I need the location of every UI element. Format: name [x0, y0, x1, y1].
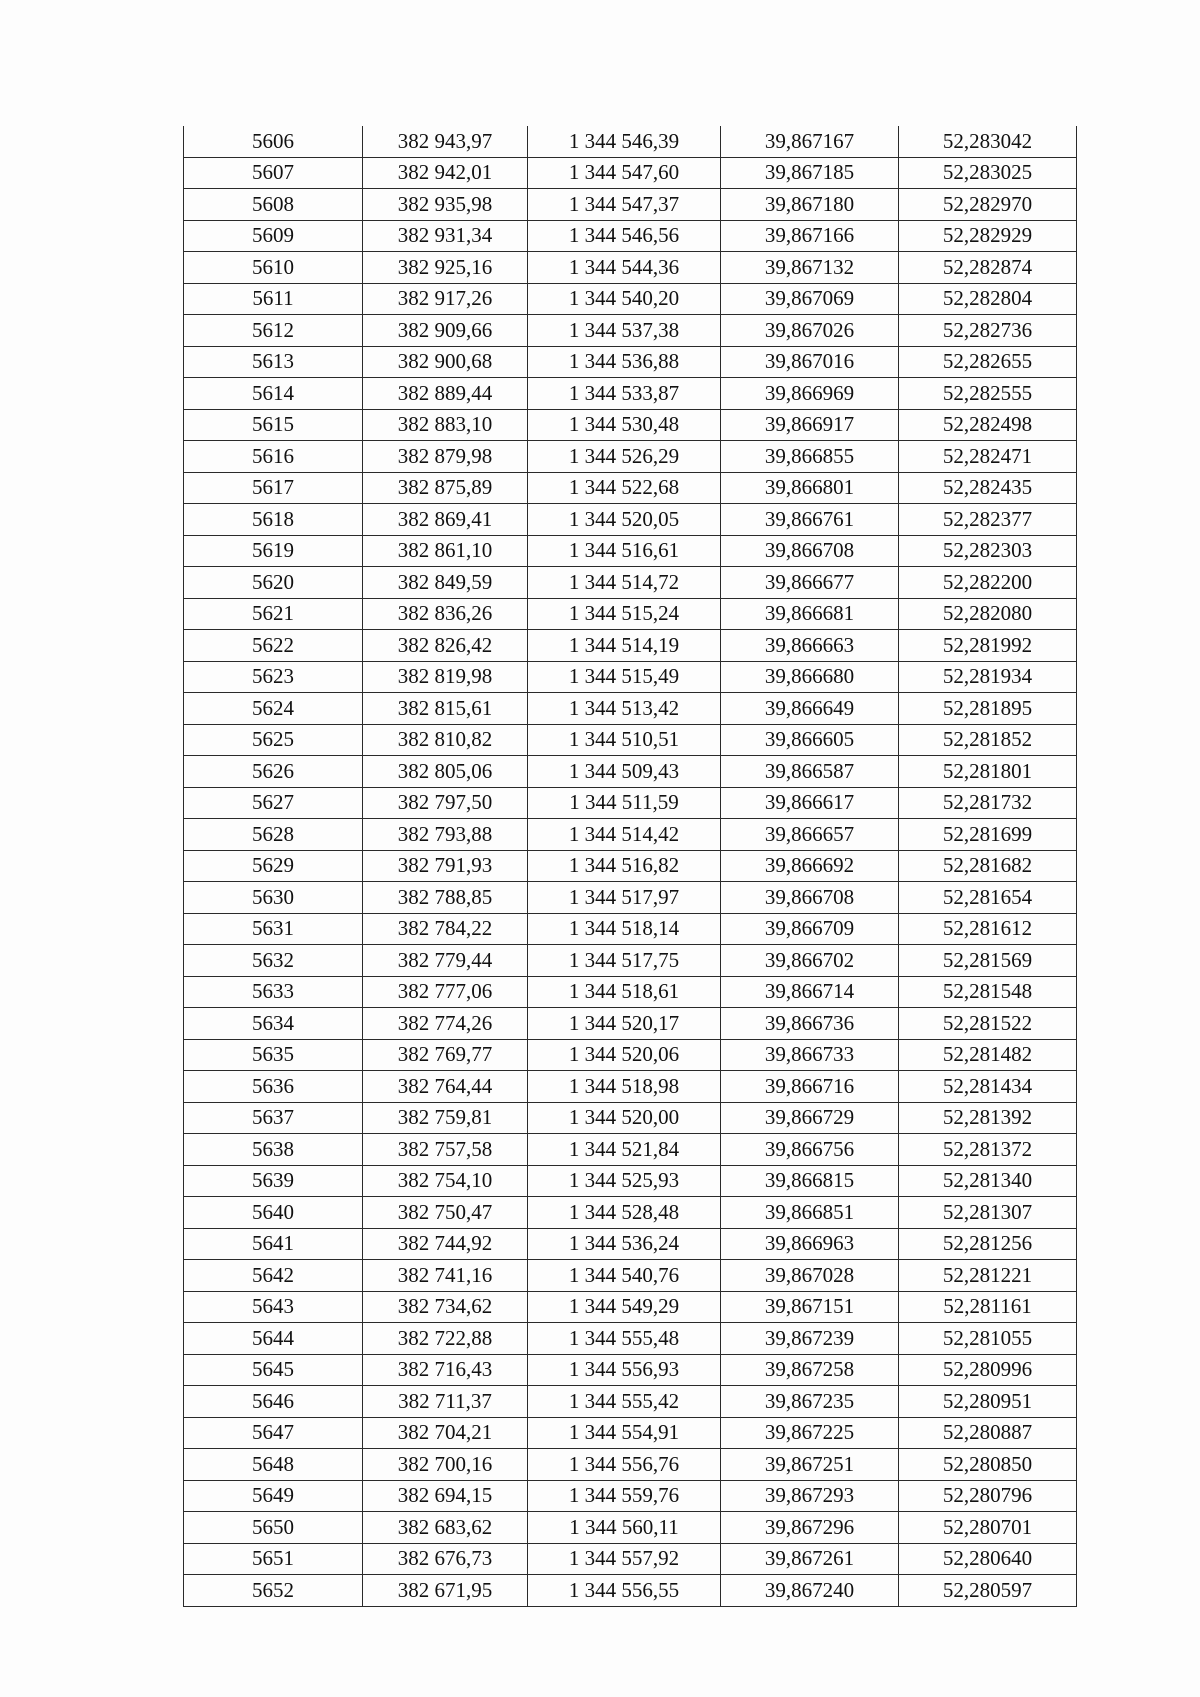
y-coordinate-cell: 1 344 555,42: [528, 1386, 721, 1418]
table-row: [184, 220, 1077, 252]
x-coordinate-cell: 382 861,10: [363, 535, 528, 567]
y-coordinate-cell: 1 344 549,29: [528, 1291, 721, 1323]
y-coordinate-cell: 1 344 515,24: [528, 598, 721, 630]
x-coordinate-cell: 382 711,37: [363, 1386, 528, 1418]
longitude-cell: 39,867016: [721, 346, 899, 378]
x-coordinate-cell: 382 836,26: [363, 598, 528, 630]
point-number-cell: 5610: [184, 252, 363, 284]
y-coordinate-cell: 1 344 556,55: [528, 1575, 721, 1607]
longitude-cell: 39,867026: [721, 315, 899, 347]
table-row: [184, 441, 1077, 473]
point-number-cell: 5638: [184, 1134, 363, 1166]
x-coordinate-cell: 382 671,95: [363, 1575, 528, 1607]
point-number-cell: 5647: [184, 1417, 363, 1449]
table-row: [184, 472, 1077, 504]
longitude-cell: 39,867239: [721, 1323, 899, 1355]
y-coordinate-cell: 1 344 530,48: [528, 409, 721, 441]
longitude-cell: 39,867069: [721, 283, 899, 315]
table-row: [184, 913, 1077, 945]
point-number-cell: 5626: [184, 756, 363, 788]
x-coordinate-cell: 382 694,15: [363, 1480, 528, 1512]
y-coordinate-cell: 1 344 521,84: [528, 1134, 721, 1166]
latitude-cell: 52,281992: [899, 630, 1077, 662]
point-number-cell: 5609: [184, 220, 363, 252]
table-row: [184, 819, 1077, 851]
y-coordinate-cell: 1 344 547,60: [528, 157, 721, 189]
x-coordinate-cell: 382 683,62: [363, 1512, 528, 1544]
x-coordinate-cell: 382 774,26: [363, 1008, 528, 1040]
y-coordinate-cell: 1 344 514,42: [528, 819, 721, 851]
y-coordinate-cell: 1 344 546,56: [528, 220, 721, 252]
point-number-cell: 5641: [184, 1228, 363, 1260]
x-coordinate-cell: 382 889,44: [363, 378, 528, 410]
longitude-cell: 39,866756: [721, 1134, 899, 1166]
x-coordinate-cell: 382 900,68: [363, 346, 528, 378]
y-coordinate-cell: 1 344 547,37: [528, 189, 721, 221]
table-row: [184, 1008, 1077, 1040]
latitude-cell: 52,282200: [899, 567, 1077, 599]
y-coordinate-cell: 1 344 514,72: [528, 567, 721, 599]
x-coordinate-cell: 382 754,10: [363, 1165, 528, 1197]
table-row: [184, 535, 1077, 567]
latitude-cell: 52,282435: [899, 472, 1077, 504]
latitude-cell: 52,281699: [899, 819, 1077, 851]
longitude-cell: 39,866729: [721, 1102, 899, 1134]
latitude-cell: 52,281852: [899, 724, 1077, 756]
latitude-cell: 52,281392: [899, 1102, 1077, 1134]
longitude-cell: 39,866716: [721, 1071, 899, 1103]
table-row: [184, 756, 1077, 788]
x-coordinate-cell: 382 826,42: [363, 630, 528, 662]
point-number-cell: 5635: [184, 1039, 363, 1071]
y-coordinate-cell: 1 344 511,59: [528, 787, 721, 819]
latitude-cell: 52,281256: [899, 1228, 1077, 1260]
table-row: [184, 1417, 1077, 1449]
table-row: [184, 945, 1077, 977]
latitude-cell: 52,282970: [899, 189, 1077, 221]
longitude-cell: 39,866657: [721, 819, 899, 851]
point-number-cell: 5618: [184, 504, 363, 536]
x-coordinate-cell: 382 788,85: [363, 882, 528, 914]
y-coordinate-cell: 1 344 554,91: [528, 1417, 721, 1449]
table-row: [184, 378, 1077, 410]
longitude-cell: 39,867028: [721, 1260, 899, 1292]
longitude-cell: 39,867180: [721, 189, 899, 221]
x-coordinate-cell: 382 734,62: [363, 1291, 528, 1323]
latitude-cell: 52,281434: [899, 1071, 1077, 1103]
y-coordinate-cell: 1 344 518,14: [528, 913, 721, 945]
latitude-cell: 52,281569: [899, 945, 1077, 977]
latitude-cell: 52,281522: [899, 1008, 1077, 1040]
x-coordinate-cell: 382 931,34: [363, 220, 528, 252]
x-coordinate-cell: 382 741,16: [363, 1260, 528, 1292]
latitude-cell: 52,282080: [899, 598, 1077, 630]
y-coordinate-cell: 1 344 510,51: [528, 724, 721, 756]
point-number-cell: 5634: [184, 1008, 363, 1040]
table-row: [184, 1165, 1077, 1197]
table-row: [184, 1543, 1077, 1575]
longitude-cell: 39,866709: [721, 913, 899, 945]
longitude-cell: 39,866801: [721, 472, 899, 504]
y-coordinate-cell: 1 344 536,88: [528, 346, 721, 378]
point-number-cell: 5648: [184, 1449, 363, 1481]
point-number-cell: 5623: [184, 661, 363, 693]
table-row: [184, 1323, 1077, 1355]
point-number-cell: 5629: [184, 850, 363, 882]
longitude-cell: 39,867251: [721, 1449, 899, 1481]
point-number-cell: 5637: [184, 1102, 363, 1134]
table-row: [184, 1039, 1077, 1071]
x-coordinate-cell: 382 815,61: [363, 693, 528, 725]
x-coordinate-cell: 382 925,16: [363, 252, 528, 284]
latitude-cell: 52,282377: [899, 504, 1077, 536]
longitude-cell: 39,866587: [721, 756, 899, 788]
x-coordinate-cell: 382 909,66: [363, 315, 528, 347]
point-number-cell: 5644: [184, 1323, 363, 1355]
longitude-cell: 39,866663: [721, 630, 899, 662]
latitude-cell: 52,282929: [899, 220, 1077, 252]
point-number-cell: 5612: [184, 315, 363, 347]
longitude-cell: 39,867240: [721, 1575, 899, 1607]
point-number-cell: 5646: [184, 1386, 363, 1418]
x-coordinate-cell: 382 935,98: [363, 189, 528, 221]
table-row: [184, 661, 1077, 693]
y-coordinate-cell: 1 344 557,92: [528, 1543, 721, 1575]
x-coordinate-cell: 382 779,44: [363, 945, 528, 977]
table-row: [184, 1134, 1077, 1166]
x-coordinate-cell: 382 764,44: [363, 1071, 528, 1103]
longitude-cell: 39,866855: [721, 441, 899, 473]
latitude-cell: 52,281340: [899, 1165, 1077, 1197]
longitude-cell: 39,866605: [721, 724, 899, 756]
x-coordinate-cell: 382 791,93: [363, 850, 528, 882]
y-coordinate-cell: 1 344 520,00: [528, 1102, 721, 1134]
y-coordinate-cell: 1 344 517,97: [528, 882, 721, 914]
table-row: [184, 1197, 1077, 1229]
latitude-cell: 52,281682: [899, 850, 1077, 882]
y-coordinate-cell: 1 344 518,61: [528, 976, 721, 1008]
latitude-cell: 52,281732: [899, 787, 1077, 819]
latitude-cell: 52,281895: [899, 693, 1077, 725]
point-number-cell: 5628: [184, 819, 363, 851]
x-coordinate-cell: 382 805,06: [363, 756, 528, 788]
latitude-cell: 52,280996: [899, 1354, 1077, 1386]
table-row: [184, 252, 1077, 284]
latitude-cell: 52,281372: [899, 1134, 1077, 1166]
longitude-cell: 39,866761: [721, 504, 899, 536]
x-coordinate-cell: 382 879,98: [363, 441, 528, 473]
table-row: [184, 126, 1077, 157]
table-row: [184, 1480, 1077, 1512]
x-coordinate-cell: 382 942,01: [363, 157, 528, 189]
table-row: [184, 724, 1077, 756]
y-coordinate-cell: 1 344 516,61: [528, 535, 721, 567]
point-number-cell: 5611: [184, 283, 363, 315]
longitude-cell: 39,867132: [721, 252, 899, 284]
y-coordinate-cell: 1 344 514,19: [528, 630, 721, 662]
latitude-cell: 52,280796: [899, 1480, 1077, 1512]
point-number-cell: 5636: [184, 1071, 363, 1103]
table-row: [184, 1102, 1077, 1134]
point-number-cell: 5630: [184, 882, 363, 914]
latitude-cell: 52,280951: [899, 1386, 1077, 1418]
latitude-cell: 52,282498: [899, 409, 1077, 441]
table-row: [184, 283, 1077, 315]
table-row: [184, 567, 1077, 599]
longitude-cell: 39,867151: [721, 1291, 899, 1323]
longitude-cell: 39,866733: [721, 1039, 899, 1071]
point-number-cell: 5649: [184, 1480, 363, 1512]
y-coordinate-cell: 1 344 556,93: [528, 1354, 721, 1386]
longitude-cell: 39,866708: [721, 882, 899, 914]
table-row: [184, 1386, 1077, 1418]
y-coordinate-cell: 1 344 517,75: [528, 945, 721, 977]
latitude-cell: 52,280850: [899, 1449, 1077, 1481]
point-number-cell: 5614: [184, 378, 363, 410]
longitude-cell: 39,866681: [721, 598, 899, 630]
table-row: [184, 850, 1077, 882]
coordinates-table-body: [184, 126, 1077, 1606]
longitude-cell: 39,867293: [721, 1480, 899, 1512]
x-coordinate-cell: 382 722,88: [363, 1323, 528, 1355]
x-coordinate-cell: 382 716,43: [363, 1354, 528, 1386]
x-coordinate-cell: 382 810,82: [363, 724, 528, 756]
longitude-cell: 39,866649: [721, 693, 899, 725]
latitude-cell: 52,283042: [899, 126, 1077, 157]
point-number-cell: 5613: [184, 346, 363, 378]
y-coordinate-cell: 1 344 513,42: [528, 693, 721, 725]
y-coordinate-cell: 1 344 556,76: [528, 1449, 721, 1481]
longitude-cell: 39,866969: [721, 378, 899, 410]
longitude-cell: 39,866736: [721, 1008, 899, 1040]
y-coordinate-cell: 1 344 515,49: [528, 661, 721, 693]
latitude-cell: 52,282874: [899, 252, 1077, 284]
point-number-cell: 5631: [184, 913, 363, 945]
latitude-cell: 52,281482: [899, 1039, 1077, 1071]
point-number-cell: 5652: [184, 1575, 363, 1607]
point-number-cell: 5645: [184, 1354, 363, 1386]
latitude-cell: 52,280640: [899, 1543, 1077, 1575]
longitude-cell: 39,867235: [721, 1386, 899, 1418]
table-row: [184, 346, 1077, 378]
latitude-cell: 52,281654: [899, 882, 1077, 914]
y-coordinate-cell: 1 344 520,06: [528, 1039, 721, 1071]
latitude-cell: 52,281055: [899, 1323, 1077, 1355]
table-row: [184, 1449, 1077, 1481]
x-coordinate-cell: 382 769,77: [363, 1039, 528, 1071]
x-coordinate-cell: 382 757,58: [363, 1134, 528, 1166]
point-number-cell: 5621: [184, 598, 363, 630]
longitude-cell: 39,866708: [721, 535, 899, 567]
latitude-cell: 52,282471: [899, 441, 1077, 473]
point-number-cell: 5625: [184, 724, 363, 756]
point-number-cell: 5617: [184, 472, 363, 504]
point-number-cell: 5640: [184, 1197, 363, 1229]
x-coordinate-cell: 382 793,88: [363, 819, 528, 851]
point-number-cell: 5608: [184, 189, 363, 221]
latitude-cell: 52,282555: [899, 378, 1077, 410]
table-row: [184, 1354, 1077, 1386]
point-number-cell: 5606: [184, 126, 363, 157]
table-row: [184, 409, 1077, 441]
x-coordinate-cell: 382 704,21: [363, 1417, 528, 1449]
table-row: [184, 1228, 1077, 1260]
y-coordinate-cell: 1 344 518,98: [528, 1071, 721, 1103]
longitude-cell: 39,867167: [721, 126, 899, 157]
latitude-cell: 52,282736: [899, 315, 1077, 347]
y-coordinate-cell: 1 344 522,68: [528, 472, 721, 504]
point-number-cell: 5627: [184, 787, 363, 819]
latitude-cell: 52,282655: [899, 346, 1077, 378]
table-row: [184, 315, 1077, 347]
table-row: [184, 1071, 1077, 1103]
y-coordinate-cell: 1 344 540,20: [528, 283, 721, 315]
x-coordinate-cell: 382 875,89: [363, 472, 528, 504]
point-number-cell: 5615: [184, 409, 363, 441]
table-row: [184, 976, 1077, 1008]
longitude-cell: 39,866963: [721, 1228, 899, 1260]
table-row: [184, 1260, 1077, 1292]
point-number-cell: 5633: [184, 976, 363, 1008]
longitude-cell: 39,866692: [721, 850, 899, 882]
point-number-cell: 5624: [184, 693, 363, 725]
latitude-cell: 52,283025: [899, 157, 1077, 189]
y-coordinate-cell: 1 344 544,36: [528, 252, 721, 284]
point-number-cell: 5642: [184, 1260, 363, 1292]
latitude-cell: 52,280597: [899, 1575, 1077, 1607]
latitude-cell: 52,281307: [899, 1197, 1077, 1229]
table-row: [184, 693, 1077, 725]
point-number-cell: 5632: [184, 945, 363, 977]
x-coordinate-cell: 382 750,47: [363, 1197, 528, 1229]
y-coordinate-cell: 1 344 516,82: [528, 850, 721, 882]
y-coordinate-cell: 1 344 533,87: [528, 378, 721, 410]
table-row: [184, 1512, 1077, 1544]
point-number-cell: 5619: [184, 535, 363, 567]
x-coordinate-cell: 382 676,73: [363, 1543, 528, 1575]
point-number-cell: 5643: [184, 1291, 363, 1323]
table-row: [184, 1291, 1077, 1323]
point-number-cell: 5620: [184, 567, 363, 599]
x-coordinate-cell: 382 819,98: [363, 661, 528, 693]
latitude-cell: 52,280887: [899, 1417, 1077, 1449]
y-coordinate-cell: 1 344 560,11: [528, 1512, 721, 1544]
longitude-cell: 39,866677: [721, 567, 899, 599]
latitude-cell: 52,281161: [899, 1291, 1077, 1323]
point-number-cell: 5650: [184, 1512, 363, 1544]
y-coordinate-cell: 1 344 528,48: [528, 1197, 721, 1229]
x-coordinate-cell: 382 777,06: [363, 976, 528, 1008]
y-coordinate-cell: 1 344 536,24: [528, 1228, 721, 1260]
y-coordinate-cell: 1 344 525,93: [528, 1165, 721, 1197]
longitude-cell: 39,867185: [721, 157, 899, 189]
y-coordinate-cell: 1 344 540,76: [528, 1260, 721, 1292]
latitude-cell: 52,280701: [899, 1512, 1077, 1544]
table-row: [184, 189, 1077, 221]
point-number-cell: 5622: [184, 630, 363, 662]
latitude-cell: 52,281934: [899, 661, 1077, 693]
x-coordinate-cell: 382 917,26: [363, 283, 528, 315]
point-number-cell: 5607: [184, 157, 363, 189]
latitude-cell: 52,282303: [899, 535, 1077, 567]
y-coordinate-cell: 1 344 526,29: [528, 441, 721, 473]
latitude-cell: 52,281801: [899, 756, 1077, 788]
y-coordinate-cell: 1 344 559,76: [528, 1480, 721, 1512]
longitude-cell: 39,867166: [721, 220, 899, 252]
x-coordinate-cell: 382 883,10: [363, 409, 528, 441]
point-number-cell: 5616: [184, 441, 363, 473]
y-coordinate-cell: 1 344 537,38: [528, 315, 721, 347]
longitude-cell: 39,867258: [721, 1354, 899, 1386]
coordinates-table: [183, 126, 1077, 1607]
table-row: [184, 787, 1077, 819]
table-row: [184, 598, 1077, 630]
latitude-cell: 52,281612: [899, 913, 1077, 945]
y-coordinate-cell: 1 344 520,05: [528, 504, 721, 536]
longitude-cell: 39,866680: [721, 661, 899, 693]
y-coordinate-cell: 1 344 555,48: [528, 1323, 721, 1355]
latitude-cell: 52,281221: [899, 1260, 1077, 1292]
x-coordinate-cell: 382 744,92: [363, 1228, 528, 1260]
y-coordinate-cell: 1 344 546,39: [528, 126, 721, 157]
latitude-cell: 52,281548: [899, 976, 1077, 1008]
y-coordinate-cell: 1 344 509,43: [528, 756, 721, 788]
table-row: [184, 630, 1077, 662]
point-number-cell: 5639: [184, 1165, 363, 1197]
longitude-cell: 39,866815: [721, 1165, 899, 1197]
longitude-cell: 39,867296: [721, 1512, 899, 1544]
x-coordinate-cell: 382 784,22: [363, 913, 528, 945]
x-coordinate-cell: 382 759,81: [363, 1102, 528, 1134]
x-coordinate-cell: 382 797,50: [363, 787, 528, 819]
longitude-cell: 39,866617: [721, 787, 899, 819]
longitude-cell: 39,866702: [721, 945, 899, 977]
table-row: [184, 1575, 1077, 1607]
y-coordinate-cell: 1 344 520,17: [528, 1008, 721, 1040]
longitude-cell: 39,867261: [721, 1543, 899, 1575]
x-coordinate-cell: 382 869,41: [363, 504, 528, 536]
x-coordinate-cell: 382 700,16: [363, 1449, 528, 1481]
table-row: [184, 882, 1077, 914]
x-coordinate-cell: 382 849,59: [363, 567, 528, 599]
longitude-cell: 39,866917: [721, 409, 899, 441]
latitude-cell: 52,282804: [899, 283, 1077, 315]
table-row: [184, 504, 1077, 536]
point-number-cell: 5651: [184, 1543, 363, 1575]
longitude-cell: 39,866851: [721, 1197, 899, 1229]
longitude-cell: 39,867225: [721, 1417, 899, 1449]
longitude-cell: 39,866714: [721, 976, 899, 1008]
table-row: [184, 157, 1077, 189]
x-coordinate-cell: 382 943,97: [363, 126, 528, 157]
